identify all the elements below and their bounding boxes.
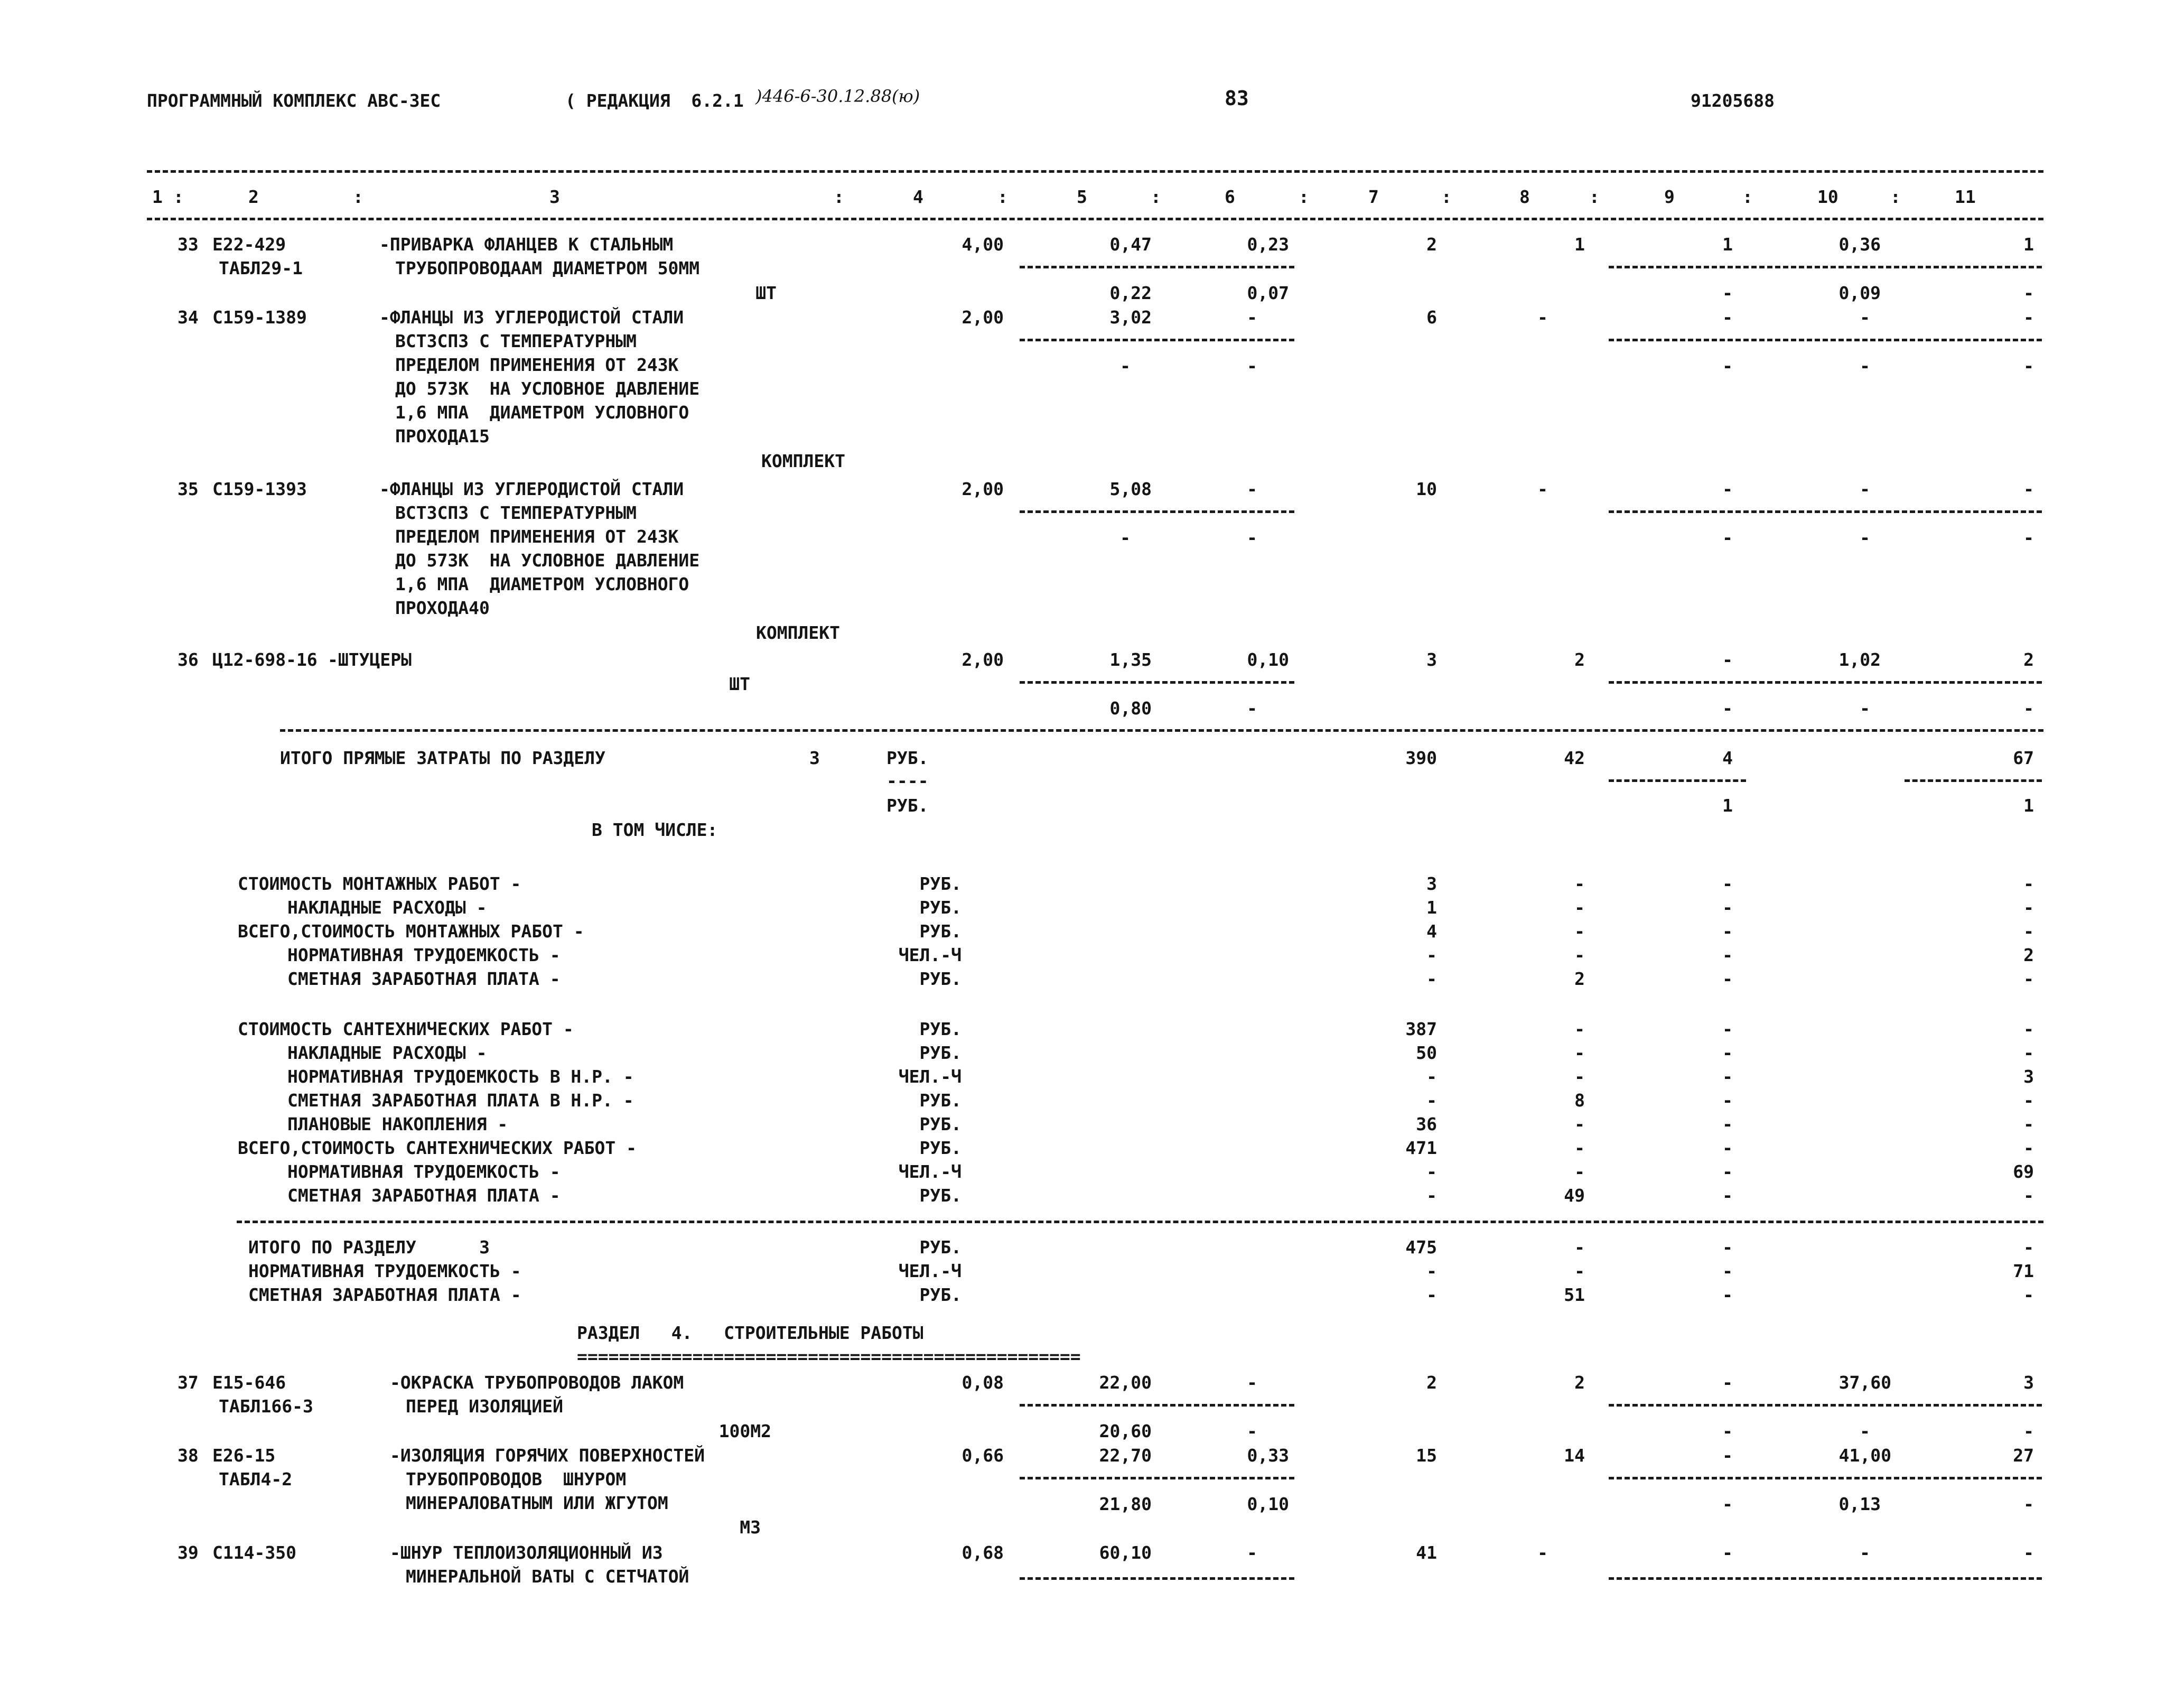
cell: - — [2023, 283, 2034, 303]
row-description: ПРОХОДА40 — [395, 598, 490, 618]
summary-label: ПЛАНОВЫЕ НАКОПЛЕНИЯ - — [287, 1114, 508, 1134]
cell: - — [1860, 698, 1870, 719]
cell: - — [1574, 921, 1585, 942]
cell: - — [1722, 1066, 1733, 1087]
row-unit: ЧЕЛ.-Ч — [898, 1161, 962, 1182]
total-label: СМЕТНАЯ ЗАРАБОТНАЯ ПЛАТА - — [248, 1284, 521, 1305]
cell: - — [2023, 1090, 2034, 1111]
cell: - — [1247, 307, 1257, 328]
row-unit: РУБ. — [919, 1237, 962, 1258]
row-description: ВСТ3СП3 С ТЕМПЕРАТУРНЫМ — [395, 502, 637, 523]
cell: 6 — [1426, 307, 1437, 328]
section-heading: РАЗДЕЛ 4. СТРОИТЕЛЬНЫЕ РАБОТЫ — [577, 1323, 923, 1343]
cell: - — [1574, 1261, 1585, 1281]
cell: 2 — [1574, 969, 1585, 989]
row-unit: ЧЕЛ.-Ч — [898, 1261, 962, 1281]
cell: 0,10 — [1247, 649, 1289, 670]
cell: - — [1860, 479, 1870, 499]
row-unit: РУБ. — [919, 1185, 962, 1206]
column-number: 5 — [1077, 187, 1087, 207]
row-code: Е15-646 — [212, 1372, 286, 1393]
cell: 2 — [1574, 649, 1585, 670]
row-unit: ЧЕЛ.-Ч — [898, 1066, 962, 1087]
row-unit: РУБ. — [919, 1042, 962, 1063]
row-unit: ШТ — [755, 283, 777, 303]
cell: 60,10 — [1099, 1542, 1152, 1563]
summary-rule — [280, 729, 2043, 732]
row-number: 39 — [178, 1542, 199, 1563]
cell: 2 — [2023, 649, 2034, 670]
row-unit: РУБ. — [919, 1138, 962, 1158]
summary-label: СМЕТНАЯ ЗАРАБОТНАЯ ПЛАТА В Н.Р. - — [287, 1090, 634, 1111]
cell: 1 — [1722, 795, 1733, 816]
row-qty: 2,00 — [962, 479, 1004, 499]
summary-label: НОРМАТИВНАЯ ТРУДОЕМКОСТЬ - — [287, 1161, 561, 1182]
summary-label: СТОИМОСТЬ МОНТАЖНЫХ РАБОТ - — [238, 873, 521, 894]
cell: - — [2023, 527, 2034, 548]
cell: - — [1537, 479, 1548, 499]
cell: 37,60 — [1838, 1372, 1891, 1393]
cell: 3 — [1426, 873, 1437, 894]
row-number: 38 — [178, 1445, 199, 1466]
cell: - — [1860, 1421, 1870, 1441]
cell: - — [1426, 969, 1437, 989]
row-code: С159-1393 — [212, 479, 307, 499]
cell: 4 — [1426, 921, 1437, 942]
cell: - — [1574, 1161, 1585, 1182]
including-label: В ТОМ ЧИСЛЕ: — [592, 820, 718, 840]
cell: - — [2023, 356, 2034, 376]
cell: - — [2023, 1019, 2034, 1039]
row-unit: М3 — [740, 1517, 761, 1538]
cell: - — [1247, 1542, 1257, 1563]
row-code: С159-1389 — [212, 307, 307, 328]
cell: - — [1722, 649, 1733, 670]
cell: 0,07 — [1247, 283, 1289, 303]
row-description: -ФЛАНЦЫ ИЗ УГЛЕРОДИСТОЙ СТАЛИ — [379, 307, 684, 328]
unit-dashes: ---- — [886, 770, 929, 791]
cell: 36 — [1416, 1114, 1437, 1134]
cell: - — [1426, 1090, 1437, 1111]
total-label: НОРМАТИВНАЯ ТРУДОЕМКОСТЬ - — [248, 1261, 521, 1281]
cell: - — [1722, 921, 1733, 942]
cell: - — [1247, 356, 1257, 376]
header-rule — [147, 218, 2043, 220]
cell: - — [1120, 527, 1131, 548]
column-number: 6 — [1225, 187, 1235, 207]
row-description: ПРЕДЕЛОМ ПРИМЕНЕНИЯ ОТ 243К — [395, 526, 679, 547]
cell: 2 — [2023, 945, 2034, 965]
edition-label: ( РЕДАКЦИЯ 6.2.1 — [565, 90, 744, 111]
summary-label: ВСЕГО,СТОИМОСТЬ МОНТАЖНЫХ РАБОТ - — [238, 921, 584, 942]
row-description: ПЕРЕД ИЗОЛЯЦИЕЙ — [406, 1396, 564, 1417]
cell: 0,36 — [1838, 234, 1881, 255]
cell: - — [1722, 1542, 1733, 1563]
cell: 3 — [2023, 1066, 2034, 1087]
cell: - — [1426, 1066, 1437, 1087]
cell: - — [1722, 897, 1733, 918]
cell: 4 — [1722, 748, 1733, 768]
row-code-table: ТАБЛ4-2 — [219, 1469, 293, 1489]
row-description: -ОКРАСКА ТРУБОПРОВОДОВ ЛАКОМ — [390, 1372, 684, 1393]
row-unit: ШТ — [729, 674, 750, 694]
cell: - — [1722, 873, 1733, 894]
cell: 3 — [2023, 1372, 2034, 1393]
cell: - — [2023, 1042, 2034, 1063]
row-unit: РУБ. — [886, 795, 929, 816]
cell: - — [1722, 283, 1733, 303]
row-description: 1,6 МПА ДИАМЕТРОМ УСЛОВНОГО — [395, 574, 689, 594]
cell: - — [2023, 1494, 2034, 1514]
column-number: 3 — [549, 187, 560, 207]
cell: - — [1860, 1542, 1870, 1563]
column-number: 8 — [1519, 187, 1530, 207]
cell: 1,02 — [1838, 649, 1881, 670]
program-title: ПРОГРАММНЫЙ КОМПЛЕКС АВС-ЗЕС — [147, 90, 441, 111]
cell: - — [1722, 1284, 1733, 1305]
column-number: 1 — [152, 187, 163, 207]
cell: 22,00 — [1099, 1372, 1152, 1393]
cell: - — [1426, 1161, 1437, 1182]
document-code: 91205688 — [1691, 90, 1775, 111]
row-unit: РУБ. — [919, 897, 962, 918]
cell: - — [1722, 1261, 1733, 1281]
column-number: 7 — [1368, 187, 1379, 207]
column-number: 2 — [248, 187, 259, 207]
cell: - — [2023, 873, 2034, 894]
total-label: ИТОГО ПО РАЗДЕЛУ 3 — [248, 1237, 490, 1258]
cell: - — [2023, 698, 2034, 719]
cell: - — [1722, 1114, 1733, 1134]
cell: 390 — [1405, 748, 1437, 768]
cell: - — [2023, 1421, 2034, 1441]
cell: 1 — [2023, 234, 2034, 255]
cell: - — [1247, 1421, 1257, 1441]
cell: 22,70 — [1099, 1445, 1152, 1466]
cell: - — [1722, 1019, 1733, 1039]
page-number: 83 — [1225, 87, 1249, 110]
cell: - — [1860, 307, 1870, 328]
cell: - — [1722, 698, 1733, 719]
cell: 71 — [2013, 1261, 2034, 1281]
cell: - — [2023, 897, 2034, 918]
cell: - — [2023, 1138, 2034, 1158]
row-description: ДО 573К НА УСЛОВНОЕ ДАВЛЕНИЕ — [395, 550, 700, 571]
cell: - — [1247, 698, 1257, 719]
cell: 41,00 — [1838, 1445, 1891, 1466]
cell: - — [1722, 969, 1733, 989]
top-rule — [147, 170, 2043, 173]
cell: - — [1537, 307, 1548, 328]
cell: - — [1722, 1161, 1733, 1182]
cell: - — [1722, 1372, 1733, 1393]
row-qty: 0,68 — [962, 1542, 1004, 1563]
column-number: 9 — [1664, 187, 1675, 207]
cell: 0,22 — [1109, 283, 1152, 303]
section-underline: ================================================ — [577, 1346, 1081, 1367]
row-number: 36 — [178, 649, 199, 670]
cell: 2 — [1426, 1372, 1437, 1393]
row-description: -ПРИВАРКА ФЛАНЦЕВ К СТАЛЬНЫМ — [379, 234, 674, 255]
cell: - — [1722, 479, 1733, 499]
column-number: 4 — [913, 187, 923, 207]
row-unit: РУБ. — [919, 1019, 962, 1039]
cell: - — [1247, 479, 1257, 499]
summary-label: СМЕТНАЯ ЗАРАБОТНАЯ ПЛАТА - — [287, 1185, 561, 1206]
cell: - — [1574, 1138, 1585, 1158]
row-code-table: ТАБЛ29-1 — [219, 258, 303, 278]
row-unit: 100М2 — [718, 1421, 771, 1441]
row-description: 1,6 МПА ДИАМЕТРОМ УСЛОВНОГО — [395, 402, 689, 423]
cell: 5,08 — [1109, 479, 1152, 499]
row-unit: ЧЕЛ.-Ч — [898, 945, 962, 965]
cell: - — [1722, 1494, 1733, 1514]
summary-label: НАКЛАДНЫЕ РАСХОДЫ - — [287, 897, 487, 918]
row-description: ПРЕДЕЛОМ ПРИМЕНЕНИЯ ОТ 243К — [395, 355, 679, 375]
cell: 41 — [1416, 1542, 1437, 1563]
row-qty: 2,00 — [962, 307, 1004, 328]
cell: 1,35 — [1109, 649, 1152, 670]
cell: 471 — [1405, 1138, 1437, 1158]
row-unit: РУБ. — [919, 1114, 962, 1134]
cell: - — [1722, 527, 1733, 548]
cell: 20,60 — [1099, 1421, 1152, 1441]
row-description: ВСТ3СП3 С ТЕМПЕРАТУРНЫМ — [395, 331, 637, 351]
row-qty: 0,08 — [962, 1372, 1004, 1393]
row-unit: КОМПЛЕКТ — [756, 622, 840, 643]
cell: - — [1722, 307, 1733, 328]
row-description: ДО 573К НА УСЛОВНОЕ ДАВЛЕНИЕ — [395, 378, 700, 399]
row-qty: 2,00 — [962, 649, 1004, 670]
cell: - — [1574, 1114, 1585, 1134]
cell: - — [1426, 1261, 1437, 1281]
cell: - — [2023, 479, 2034, 499]
row-unit: РУБ. — [919, 1284, 962, 1305]
cell: 1 — [1722, 234, 1733, 255]
row-code: Е26-15 — [212, 1445, 276, 1466]
row-unit: РУБ. — [919, 969, 962, 989]
cell: 14 — [1564, 1445, 1585, 1466]
cell: - — [2023, 1237, 2034, 1258]
row-description: ТРУБОПРОВОДОВ ШНУРОМ — [406, 1469, 627, 1489]
row-number: 34 — [178, 307, 199, 328]
cell: - — [2023, 1284, 2034, 1305]
cell: - — [1574, 945, 1585, 965]
row-description: -ШНУР ТЕПЛОИЗОЛЯЦИОННЫЙ ИЗ — [390, 1542, 663, 1563]
row-code: Е22-429 — [212, 234, 286, 255]
cell: 0,10 — [1247, 1494, 1289, 1514]
cell: 387 — [1405, 1019, 1437, 1039]
handwritten-note: )446-6-30.12.88(ю) — [755, 86, 920, 106]
row-code: Ц12-698-16 — [212, 649, 318, 670]
row-description: -ФЛАНЦЫ ИЗ УГЛЕРОДИСТОЙ СТАЛИ — [379, 479, 684, 499]
summary-label: СТОИМОСТЬ САНТЕХНИЧЕСКИХ РАБОТ - — [238, 1019, 574, 1039]
cell: - — [2023, 307, 2034, 328]
cell: - — [1426, 945, 1437, 965]
cell: - — [2023, 1185, 2034, 1206]
cell: - — [1247, 1372, 1257, 1393]
cell: - — [1574, 873, 1585, 894]
cell: 8 — [1574, 1090, 1585, 1111]
cell: 50 — [1416, 1042, 1437, 1063]
cell: - — [2023, 1542, 2034, 1563]
row-description: -ИЗОЛЯЦИЯ ГОРЯЧИХ ПОВЕРХНОСТЕЙ — [390, 1445, 705, 1466]
cell: - — [1722, 1421, 1733, 1441]
cell: 49 — [1564, 1185, 1585, 1206]
cell: - — [1574, 1019, 1585, 1039]
cell: 0,47 — [1109, 234, 1152, 255]
cell: - — [1722, 1445, 1733, 1466]
cell: - — [1537, 1542, 1548, 1563]
cell: - — [1574, 897, 1585, 918]
cell: - — [1722, 1237, 1733, 1258]
cell: - — [1722, 1185, 1733, 1206]
total-label: ИТОГО ПРЯМЫЕ ЗАТРАТЫ ПО РАЗДЕЛУ — [280, 748, 605, 768]
cell: - — [2023, 969, 2034, 989]
row-unit: РУБ. — [886, 748, 929, 768]
cell: - — [1574, 1042, 1585, 1063]
cell: 1 — [1426, 897, 1437, 918]
row-unit: РУБ. — [919, 921, 962, 942]
cell: 2 — [1574, 1372, 1585, 1393]
cell: - — [1574, 1237, 1585, 1258]
cell: 1 — [2023, 795, 2034, 816]
row-code-table: ТАБЛ166-3 — [219, 1396, 313, 1417]
row-number: 35 — [178, 479, 199, 499]
summary-label: СМЕТНАЯ ЗАРАБОТНАЯ ПЛАТА - — [287, 969, 561, 989]
cell: - — [1426, 1284, 1437, 1305]
row-description: МИНЕРАЛОВАТНЫМ ИЛИ ЖГУТОМ — [406, 1493, 668, 1513]
cell: - — [1860, 527, 1870, 548]
cell: - — [1722, 356, 1733, 376]
cell: 0,33 — [1247, 1445, 1289, 1466]
cell: - — [1574, 1066, 1585, 1087]
cell: - — [1247, 527, 1257, 548]
row-number: 33 — [178, 234, 199, 255]
cell: 3,02 — [1109, 307, 1152, 328]
row-number: 37 — [178, 1372, 199, 1393]
row-qty: 4,00 — [962, 234, 1004, 255]
summary-label: НОРМАТИВНАЯ ТРУДОЕМКОСТЬ - — [287, 945, 561, 965]
cell: - — [1860, 356, 1870, 376]
cell: - — [1722, 1090, 1733, 1111]
cell: 69 — [2013, 1161, 2034, 1182]
row-qty: 0,66 — [962, 1445, 1004, 1466]
cell: 0,23 — [1247, 234, 1289, 255]
row-description: ПРОХОДА15 — [395, 426, 490, 446]
cell: 51 — [1564, 1284, 1585, 1305]
totals-rule — [237, 1221, 2043, 1223]
cell: 67 — [2013, 748, 2034, 768]
cell: - — [1120, 356, 1131, 376]
cell: - — [1722, 1042, 1733, 1063]
column-number: 10 — [1817, 187, 1838, 207]
cell: 1 — [1574, 234, 1585, 255]
cell: 15 — [1416, 1445, 1437, 1466]
row-code: С114-350 — [212, 1542, 296, 1563]
cell: - — [2023, 1114, 2034, 1134]
cell: 2 — [1426, 234, 1437, 255]
cell: - — [1722, 1138, 1733, 1158]
summary-label: НАКЛАДНЫЕ РАСХОДЫ - — [287, 1042, 487, 1063]
row-unit: КОМПЛЕКТ — [761, 451, 845, 471]
cell: 0,13 — [1838, 1494, 1881, 1514]
row-unit: РУБ. — [919, 873, 962, 894]
row-description: ТРУБОПРОВОДААМ ДИАМЕТРОМ 50ММ — [395, 258, 700, 278]
cell: 0,09 — [1838, 283, 1881, 303]
cell: - — [1722, 945, 1733, 965]
cell: 0,80 — [1109, 698, 1152, 719]
row-unit: РУБ. — [919, 1090, 962, 1111]
cell: 3 — [1426, 649, 1437, 670]
row-description: -ШТУЦЕРЫ — [328, 649, 412, 670]
cell: 475 — [1405, 1237, 1437, 1258]
cell: 27 — [2013, 1445, 2034, 1466]
column-number: 11 — [1955, 187, 1976, 207]
summary-label: НОРМАТИВНАЯ ТРУДОЕМКОСТЬ В Н.Р. - — [287, 1066, 634, 1087]
cell: 42 — [1564, 748, 1585, 768]
cell: 21,80 — [1099, 1494, 1152, 1514]
summary-label: ВСЕГО,СТОИМОСТЬ САНТЕХНИЧЕСКИХ РАБОТ - — [238, 1138, 637, 1158]
cell: 10 — [1416, 479, 1437, 499]
row-description: МИНЕРАЛЬНОЙ ВАТЫ С СЕТЧАТОЙ — [406, 1566, 689, 1587]
cell: - — [2023, 921, 2034, 942]
cell: - — [1426, 1185, 1437, 1206]
section-number: 3 — [809, 748, 820, 768]
